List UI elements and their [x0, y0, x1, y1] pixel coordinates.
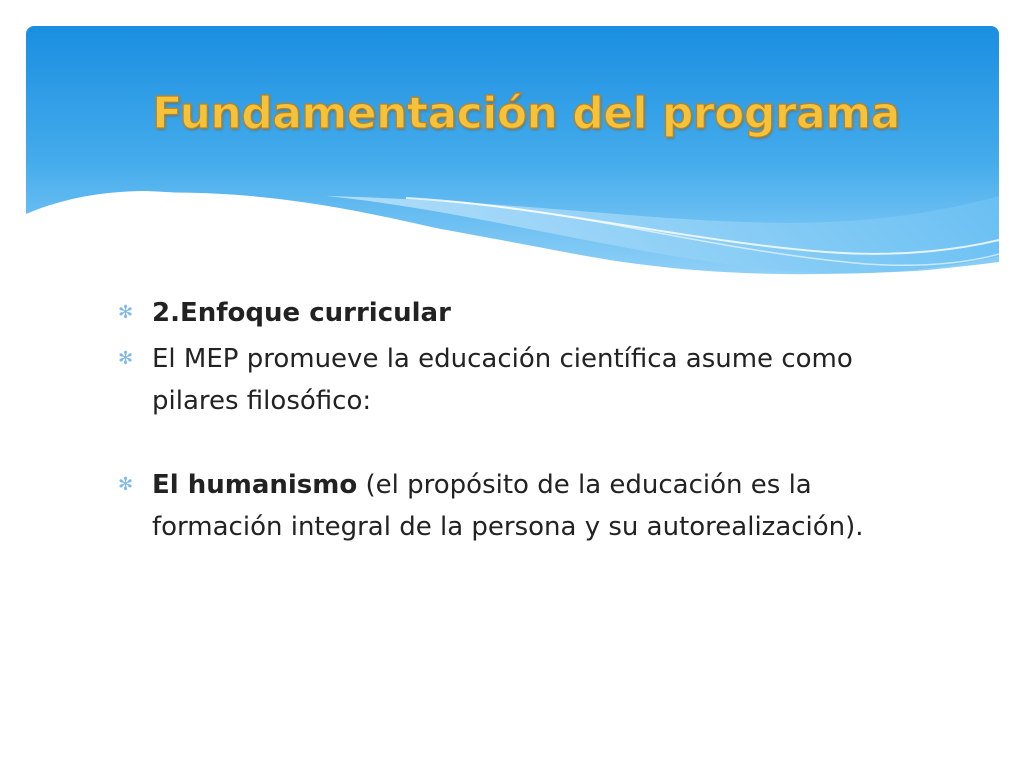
bullet-text: El MEP promueve la educación científica asume como pilares filosófico: [152, 344, 853, 417]
bullet-list [118, 292, 938, 549]
list-item [118, 464, 938, 548]
list-item [118, 292, 938, 334]
bullet-text-bold: 2.Enfoque curricular [152, 298, 451, 328]
page-title: Fundamentación del programa [152, 88, 900, 139]
bullet-text-bold: El humanismo [152, 470, 358, 501]
asterisk-bullet-icon: ✻ [118, 302, 134, 323]
asterisk-bullet-icon: ✻ [118, 348, 134, 370]
bullet-text [152, 464, 938, 548]
list-item [118, 338, 938, 422]
asterisk-bullet-icon: ✻ [118, 474, 134, 496]
header-wave-graphic [26, 26, 999, 286]
header-banner [26, 26, 999, 286]
bullet-text-rest: (el propósito de la educación es la formación integral de la persona y su autorealización). [152, 470, 864, 543]
